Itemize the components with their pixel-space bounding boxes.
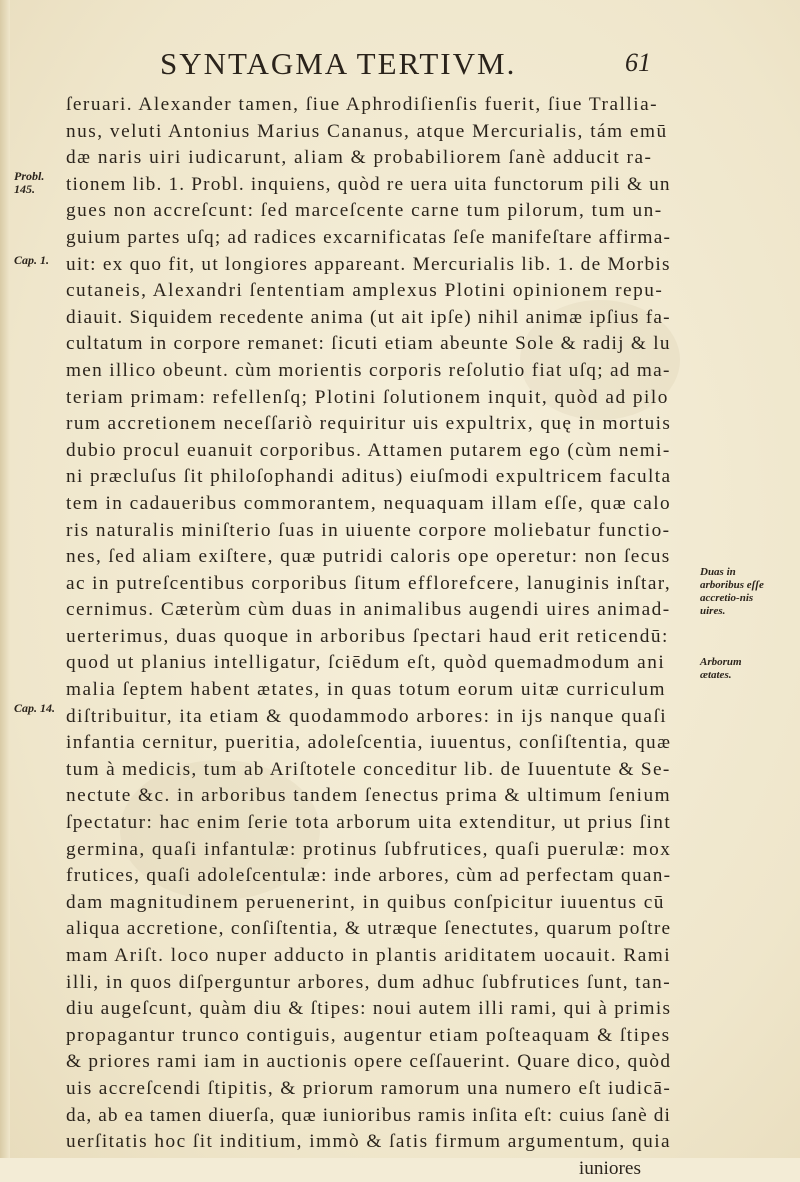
text-line: ris naturalis miniſterio ſuas in uiuente corpore moliebatur functio- <box>66 519 671 541</box>
text-line: malia ſeptem habent ætates, in quas totum eorum uitæ curriculum <box>66 679 666 701</box>
text-line: cernimus. Cæterùm cùm duas in animalibus augendi uires animad- <box>66 599 671 621</box>
text-line: dæ naris uiri iudicarunt, aliam & probabiliorem ſanè adducit ra- <box>66 147 653 169</box>
text-line: ſeruari. Alexander tamen, ſiue Aphrodiſienſis fuerit, ſiue Trallia- <box>66 94 659 115</box>
text-line: uit: ex quo fit, ut longiores appareant. Mercurialis lib. 1. de Morbis <box>66 253 671 275</box>
margin-note-text: Probl. 145. <box>14 169 45 196</box>
text-line: frutices, quaſi adoleſcentulæ: inde arbores, cùm ad perfectam quan- <box>66 865 672 887</box>
text-line: quod ut planius intelligatur, ſciēdum eſt, quòd quemadmodum ani <box>66 652 666 674</box>
text-line: infantia cernitur, pueritia, adoleſcentia, iuuentus, conſiſtentia, quæ <box>66 732 672 754</box>
text-line: nes, ſed aliam exiſtere, quæ putridi caloris ope operetur: non ſecus <box>66 546 671 568</box>
text-line: ſpectatur: hac enim ſerie tota arborum uita extenditur, ut prius ſint <box>66 812 672 834</box>
text-line: uerſitatis hoc ſit inditium, immò & ſatis firmum argumentum, quia <box>66 1131 672 1153</box>
margin-note-text: Duas in arboribus eſſe accretio-nis uires. <box>700 566 764 617</box>
main-text-block <box>66 92 671 1182</box>
margin-note-text: Cap. 1. <box>14 253 50 267</box>
text-line: tum à medicis, tum ab Ariſtotele conceditur lib. de Iuuentute & Se- <box>66 758 671 780</box>
margin-note-right <box>700 566 766 618</box>
text-line: nectute &c. in arboribus tandem ſenectus prima & ultimum ſenium <box>66 785 672 807</box>
text-line: uis accreſcendi ſtipitis, & priorum ramorum una numero eſt iudicā- <box>66 1077 672 1099</box>
margin-note-text: Cap. 14. <box>14 701 56 715</box>
text-line: uerterimus, duas quoque in arboribus ſpectari haud erit reticendū: <box>66 625 669 647</box>
text-line: propagantur trunco contiguis, augentur etiam poſteaquam & ſtipes <box>66 1024 671 1046</box>
text-line: & priores rami iam in auctionis opere ceſſauerint. Quare dico, quòd <box>66 1051 672 1073</box>
text-line: ni præcluſus ſit philoſophandi aditus) eiuſmodi expultricem faculta <box>66 466 672 488</box>
text-line: diauit. Siquidem recedente anima (ut ait ipſe) nihil animæ ipſius fa- <box>66 306 671 328</box>
text-line: tem in cadaueribus commorantem, nequaquam illam eſſe, quæ calo <box>66 492 672 514</box>
page-gutter <box>0 0 10 1158</box>
text-line: diu augeſcunt, quàm diu & ſtipes: noui autem illi rami, qui à primis <box>66 998 672 1020</box>
text-line: aliqua accretione, conſiſtentia, & utræque ſenectutes, quarum poſtre <box>66 918 672 940</box>
text-line: teriam primam: refellenſq; Plotini ſolutionem inquit, quòd ad pilo <box>66 386 669 408</box>
text-line: da, ab ea tamen diuerſa, quæ iunioribus ramis inſita eſt: cuius ſanè di <box>66 1104 671 1126</box>
text-line: rum accretionem neceſſariò requiritur uis expultrix, quę in mortuis <box>66 413 672 435</box>
text-line: mam Ariſt. loco nuper adducto in plantis ariditatem uocauit. Rami <box>66 945 672 966</box>
text-line: diſtribuitur, ita etiam & quodammodo arbores: in ijs nanque quaſi <box>66 705 668 727</box>
running-title: SYNTAGMA TERTIVM. <box>160 46 517 81</box>
text-line: ac in putreſcentibus corporibus ſitum efflorefcere, lanuginis inſtar, <box>66 572 672 594</box>
text-line: nus, veluti Antonius Marius Cananus, atque Mercurialis, tám emū <box>66 120 668 142</box>
margin-note-left <box>14 702 66 715</box>
margin-note-left <box>14 254 66 267</box>
margin-note-text: Arborum ætates. <box>700 656 742 681</box>
text-line: dubio procul euanuit corporibus. Attamen putarem ego (cùm nemi- <box>66 439 671 461</box>
margin-note-right <box>700 656 766 682</box>
text-line: dam magnitudinem peruenerint, in quibus conſpicitur iuuentus cū <box>66 891 665 913</box>
text-line: tionem lib. 1. Probl. inquiens, quòd re uera uita functorum pili & un <box>66 173 671 195</box>
page-header <box>0 42 800 82</box>
page-number: 61 <box>625 48 651 77</box>
text-line: gues non accreſcunt: ſed marceſcente carne tum pilorum, tum un- <box>66 200 663 222</box>
text-line: illi, in quos diſperguntur arbores, dum adhuc ſubfrutices ſunt, tan- <box>66 971 672 993</box>
margin-note-left <box>14 170 66 196</box>
text-line: cultatum in corpore remanet: ſicuti etiam abeunte Sole & radij & lu <box>66 333 671 355</box>
text-line: germina, quaſi infantulæ: protinus ſubfrutices, quaſi puerulæ: mox <box>66 838 672 860</box>
catchword: iuniores <box>578 1157 641 1179</box>
text-line: guium partes uſq; ad radices excarnificatas ſeſe manifeſtare affirma- <box>66 226 672 248</box>
text-line: cutaneis, Alexandri ſententiam amplexus Plotini opinionem repu- <box>66 280 664 302</box>
text-line: men illico obeunt. cùm morientis corporis reſolutio fiat uſq; ad ma- <box>66 359 671 381</box>
